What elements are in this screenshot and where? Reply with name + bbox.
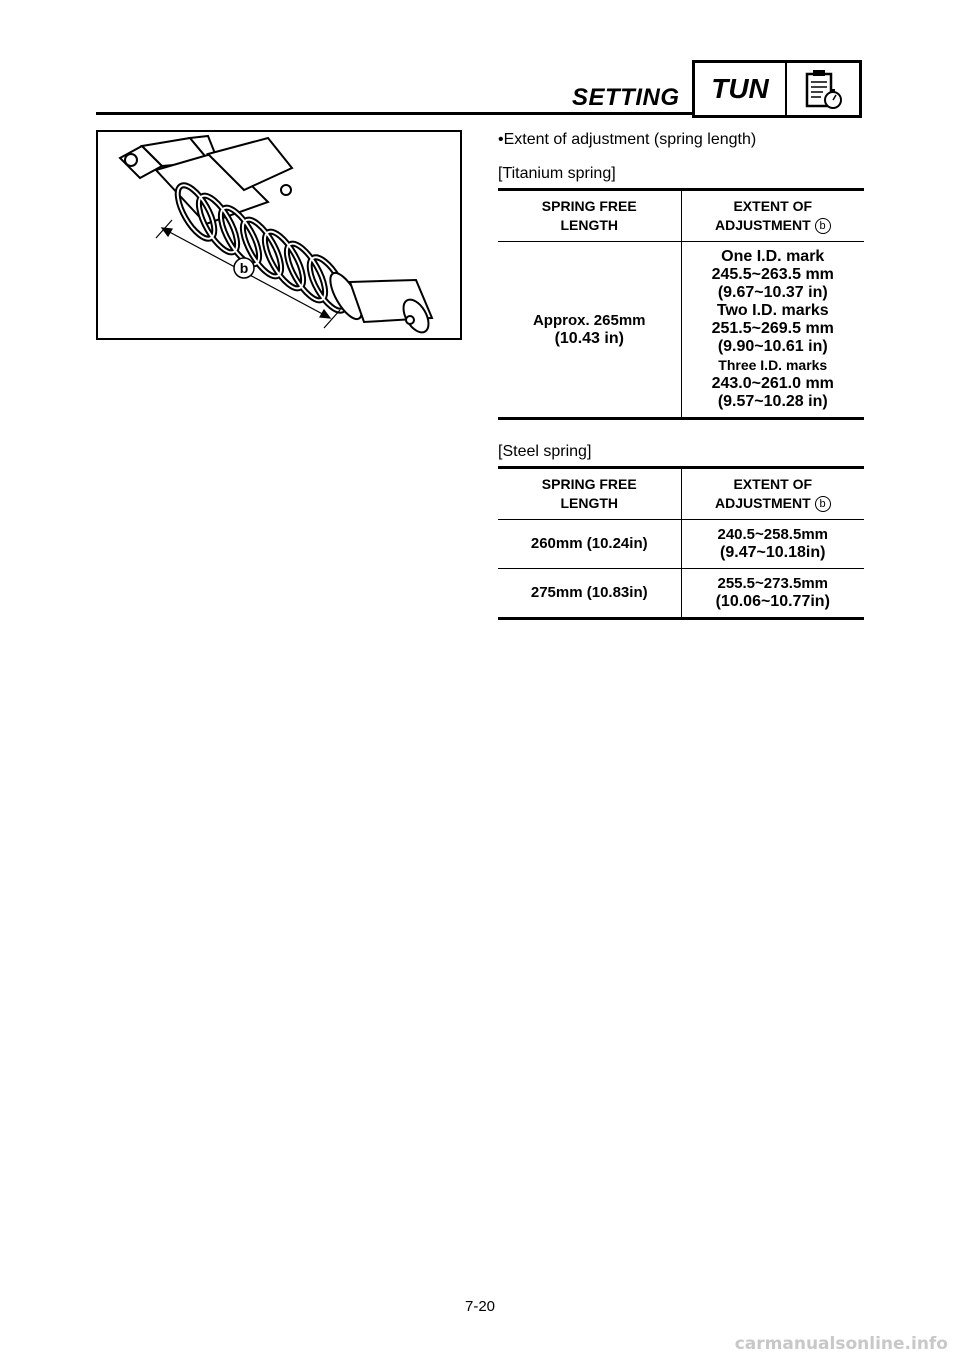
clipboard-stopwatch-icon: [787, 63, 859, 115]
section-code: TUN: [695, 63, 787, 115]
callout-b-mark: b: [815, 496, 831, 512]
watermark: carmanualsonline.info: [734, 1334, 948, 1354]
col-spring-free-length: SPRING FREE LENGTH: [498, 468, 681, 520]
titanium-spring-table: [498, 188, 864, 420]
steel-spring-table: [498, 466, 864, 620]
table-row: [498, 520, 864, 569]
header-rule: [96, 112, 692, 115]
steel-spring-heading: [Steel spring]: [498, 443, 592, 460]
dimension-callout-b: b: [239, 260, 249, 276]
adjustment-extent-bullet: •Extent of adjustment (spring length): [498, 131, 757, 148]
adjustment-range-cell: One I.D. mark 245.5~263.5 mm (9.67~10.37 in) Two I.D. marks 251.5~269.5 mm (9.90~10.61 in) Three I.D. marks 243.0~261.0 mm (9.57~10.28 in): [681, 242, 864, 419]
titanium-spring-heading: [Titanium spring]: [498, 165, 616, 182]
adjustment-range-cell: 255.5~273.5mm (10.06~10.77in): [681, 569, 864, 619]
free-length-cell: 260mm (10.24in): [498, 520, 681, 569]
table-row: [498, 242, 864, 419]
col-spring-free-length: SPRING FREE LENGTH: [498, 190, 681, 242]
callout-b-mark: b: [815, 218, 831, 234]
shock-absorber-illustration: [96, 130, 462, 340]
section-tab: [692, 60, 862, 118]
col-extent-of-adjustment: EXTENT OF ADJUSTMENT b: [681, 468, 864, 520]
col-extent-of-adjustment: EXTENT OF ADJUSTMENT b: [681, 190, 864, 242]
shock-absorber-drawing: [98, 132, 460, 338]
adjustment-range-cell: 240.5~258.5mm (9.47~10.18in): [681, 520, 864, 569]
table-header-row: [498, 468, 864, 520]
table-header-row: [498, 190, 864, 242]
page-number: 7-20: [464, 1298, 496, 1315]
section-title: SETTING: [572, 84, 680, 111]
table-row: [498, 569, 864, 619]
free-length-cell: 275mm (10.83in): [530, 584, 648, 601]
free-length-cell: Approx. 265mm (10.43 in): [532, 311, 646, 347]
